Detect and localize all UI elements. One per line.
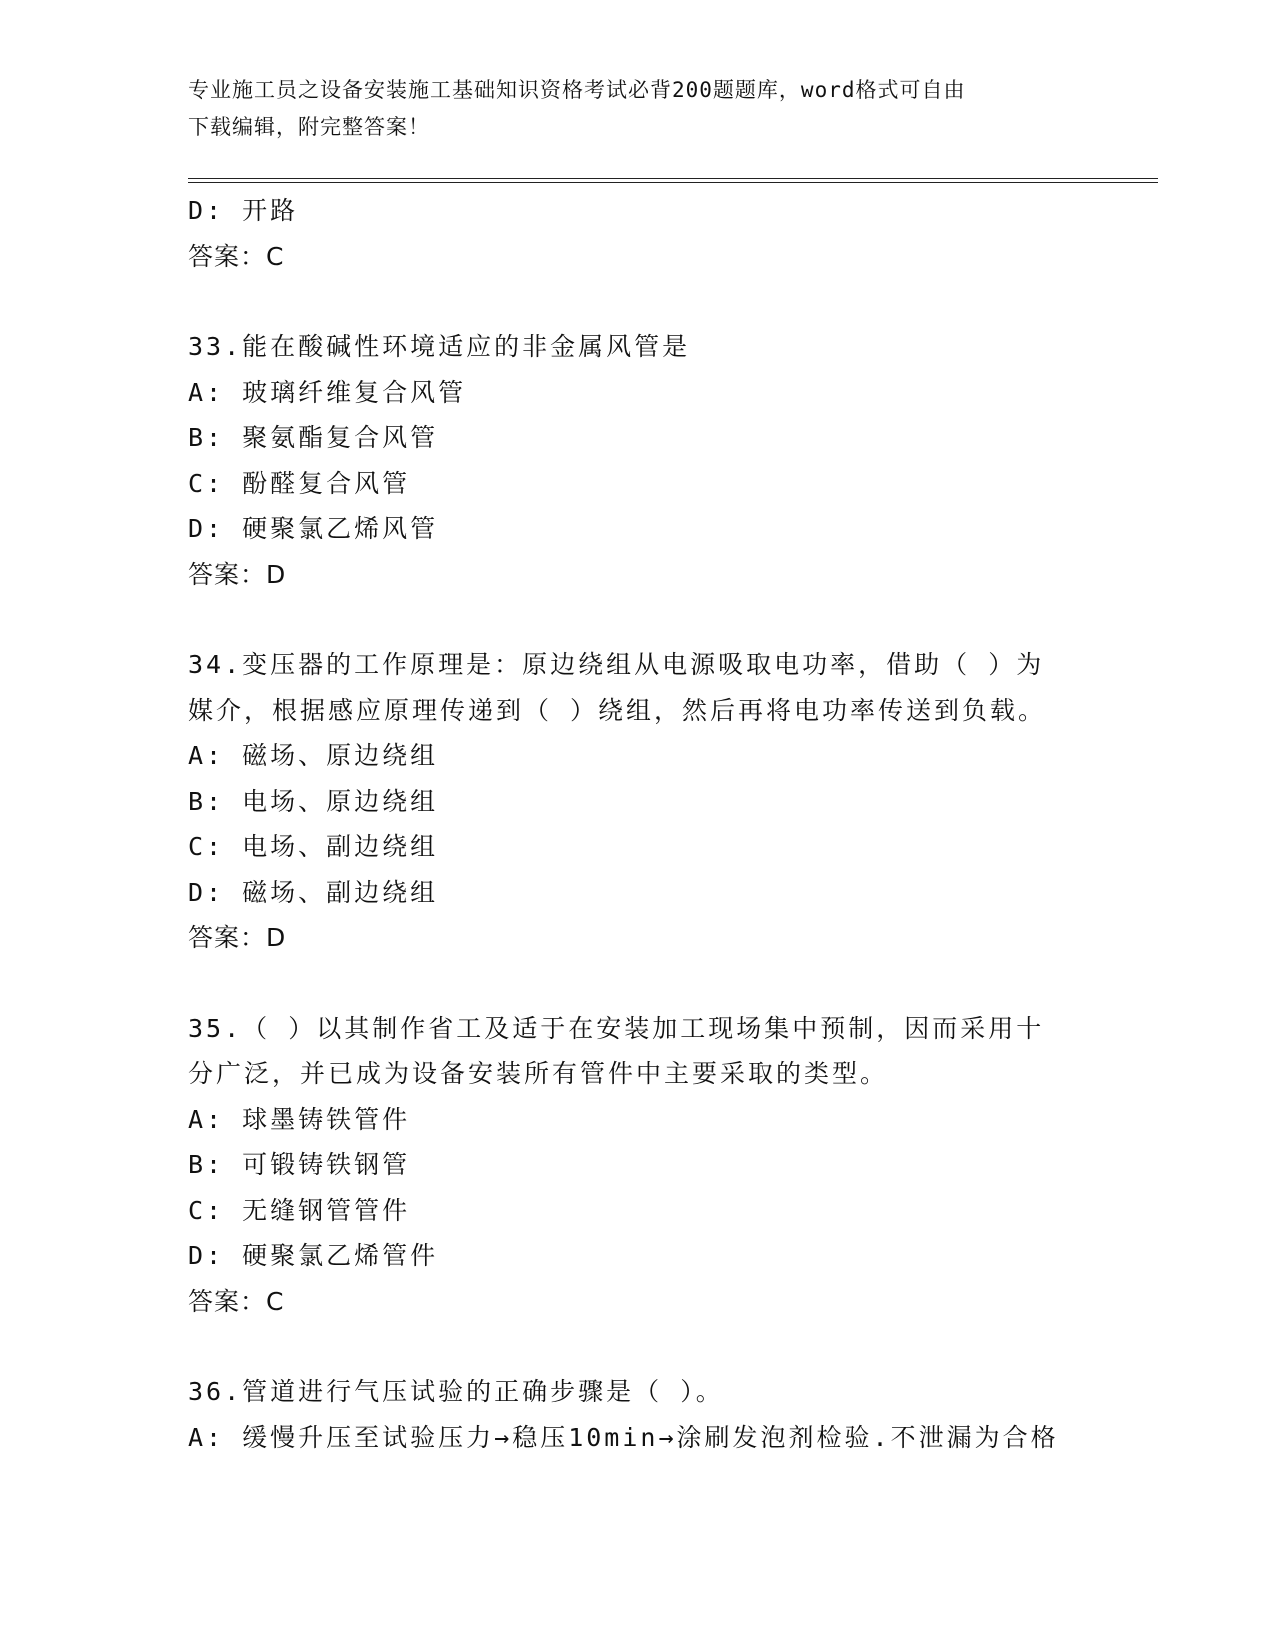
prev-answer: 答案：C bbox=[188, 241, 285, 271]
header-line-1: 专业施工员之设备安装施工基础知识资格考试必背200题题库，word格式可自由 bbox=[188, 78, 966, 102]
question-35 bbox=[188, 1006, 1088, 1325]
header-line-2: 下载编辑，附完整答案！ bbox=[188, 115, 430, 139]
option-b: B: 聚氨酯复合风管 bbox=[188, 423, 439, 452]
question-stem-cont: 分广泛，并已成为设备安装所有管件中主要采取的类型。 bbox=[188, 1059, 889, 1088]
option-a: A: 缓慢升压至试验压力→稳压10min→涂刷发泡剂检验.不泄漏为合格 bbox=[188, 1422, 1059, 1452]
option-d: D: 硬聚氯乙烯管件 bbox=[188, 1241, 439, 1270]
question-33 bbox=[188, 324, 1088, 597]
question-list bbox=[188, 188, 1088, 1460]
option-a: A: 玻璃纤维复合风管 bbox=[188, 377, 467, 407]
header-double-rule bbox=[188, 178, 1158, 183]
option-c: C: 酚醛复合风管 bbox=[188, 468, 411, 498]
spacer bbox=[188, 279, 1088, 324]
answer: 答案：C bbox=[188, 1286, 285, 1316]
option-c: C: 无缝钢管管件 bbox=[188, 1195, 411, 1225]
spacer bbox=[188, 597, 1088, 642]
option-b: B: 可锻铸铁钢管 bbox=[188, 1150, 411, 1179]
option-a: A: 磁场、原边绕组 bbox=[188, 741, 439, 770]
question-stem-cont: 媒介，根据感应原理传递到（ ）绕组，然后再将电功率传送到负载。 bbox=[188, 695, 1047, 725]
option-c: C: 电场、副边绕组 bbox=[188, 832, 439, 861]
document-header bbox=[188, 72, 1088, 146]
option-d: D: 磁场、副边绕组 bbox=[188, 877, 439, 907]
spacer bbox=[188, 1324, 1088, 1369]
question-stem: 33.能在酸碱性环境适应的非金属风管是 bbox=[188, 332, 691, 361]
prev-option-d: D: 开路 bbox=[188, 196, 299, 225]
question-34 bbox=[188, 642, 1088, 961]
spacer bbox=[188, 961, 1088, 1006]
option-b: B: 电场、原边绕组 bbox=[188, 786, 439, 816]
question-stem: 34.变压器的工作原理是：原边绕组从电源吸取电功率，借助（ ）为 bbox=[188, 650, 1045, 679]
question-36 bbox=[188, 1369, 1088, 1460]
option-a: A: 球墨铸铁管件 bbox=[188, 1104, 411, 1134]
question-stem: 35.（ ）以其制作省工及适于在安装加工现场集中预制，因而采用十 bbox=[188, 1013, 1045, 1043]
option-d: D: 硬聚氯乙烯风管 bbox=[188, 514, 439, 543]
answer: 答案：D bbox=[188, 923, 287, 952]
question-stem: 36.管道进行气压试验的正确步骤是（ ）。 bbox=[188, 1377, 724, 1406]
answer: 答案：D bbox=[188, 559, 287, 589]
